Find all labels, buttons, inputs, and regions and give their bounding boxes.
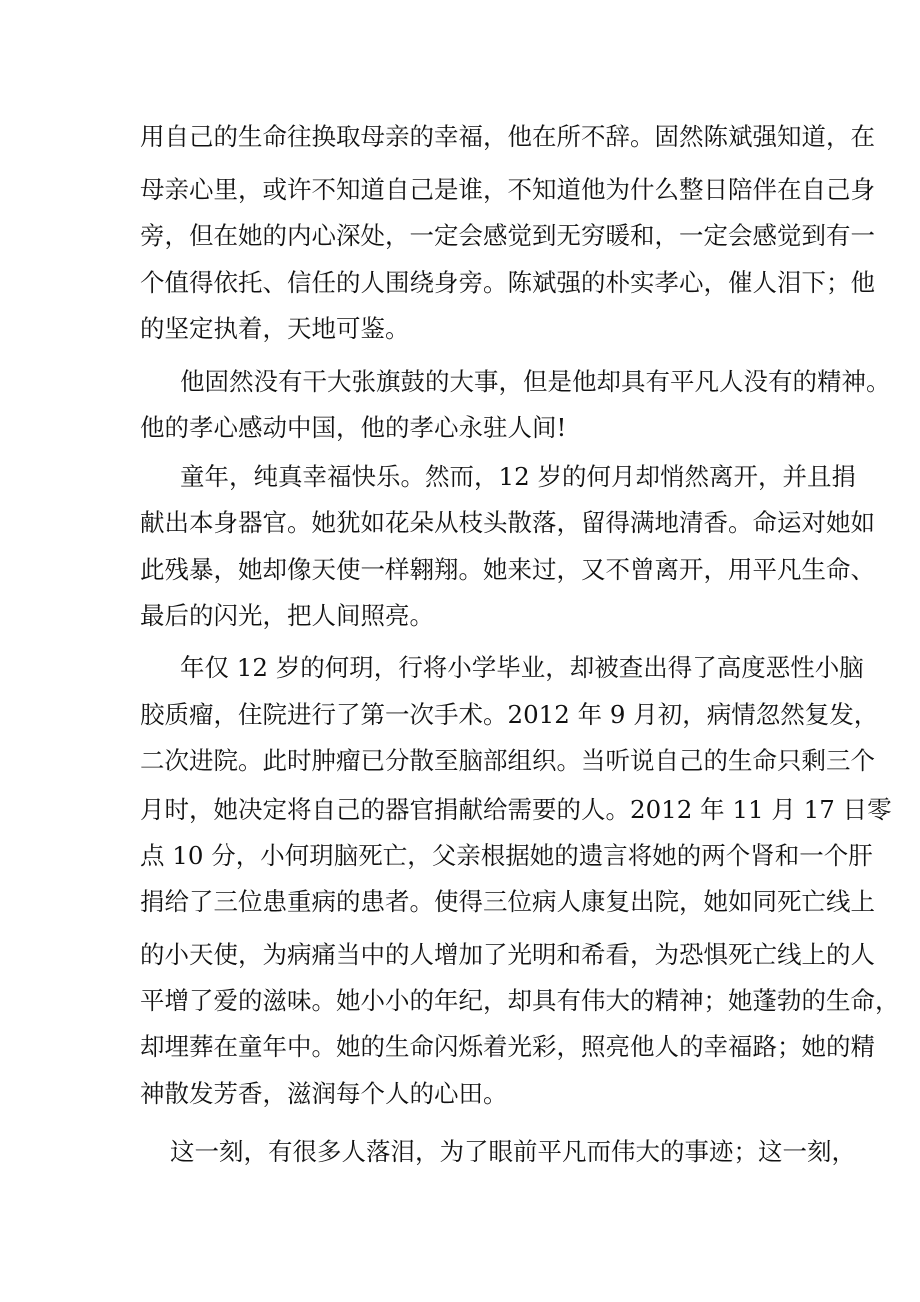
text-line-16: 点 10 分，小何玥脑死亡，父亲根据她的遗言将她的两个肾和一个肝	[140, 841, 873, 870]
text-line-18: 的小天使，为病痛当中的人增加了光明和希看，为恐惧死亡线上的人	[140, 940, 875, 969]
text-line-10: 此残暴，她却像天使一样翱翔。她来过，又不曾离开，用平凡生命、	[140, 555, 875, 584]
text-line-17: 捐给了三位患重病的患者。使得三位病人康复出院，她如同死亡线上	[140, 887, 875, 916]
text-line-6: 他固然没有干大张旗鼓的大事，但是他却具有平凡人没有的精神。	[180, 367, 891, 396]
text-line-14: 二次进院。此时肿瘤已分散至脑部组织。当听说自己的生命只剩三个	[140, 746, 875, 775]
text-line-8: 童年，纯真幸福快乐。然而，12 岁的何月却悄然离开，并且捐	[180, 462, 856, 491]
text-line-5: 的坚定执着，天地可鉴。	[140, 314, 410, 343]
text-line-21: 神散发芳香，滋润每个人的心田。	[140, 1079, 508, 1108]
text-line-22: 这一刻，有很多人落泪，为了眼前平凡而伟大的事迹；这一刻，	[170, 1137, 856, 1166]
text-line-2: 母亲心里，或许不知道自己是谁，不知道他为什么整日陪伴在自己身	[140, 175, 875, 204]
text-line-15: 月时，她决定将自己的器官捐献给需要的人。2012 年 11 月 17 日零	[140, 795, 892, 824]
text-line-4: 个值得依托、信任的人围绕身旁。陈斌强的朴实孝心，催人泪下；他	[140, 268, 875, 297]
text-line-7: 他的孝心感动中国，他的孝心永驻人间!	[140, 413, 567, 442]
text-line-3: 旁，但在她的内心深处，一定会感觉到无穷暖和，一定会感觉到有一	[140, 221, 875, 250]
text-line-20: 却埋葬在童年中。她的生命闪烁着光彩，照亮他人的幸福路；她的精	[140, 1032, 875, 1061]
text-line-12: 年仅 12 岁的何玥，行将小学毕业，却被查出得了高度恶性小脑	[180, 653, 864, 682]
text-line-1: 用自己的生命往换取母亲的幸福，他在所不辞。固然陈斌强知道，在	[140, 122, 875, 151]
text-line-13: 胶质瘤，住院进行了第一次手术。2012 年 9 月初，病情忽然复发，	[140, 700, 879, 729]
text-line-11: 最后的闪光，把人间照亮。	[140, 601, 434, 630]
text-line-19: 平增了爱的滋味。她小小的年纪，却具有伟大的精神；她蓬勃的生命，	[140, 986, 900, 1015]
text-line-9: 献出本身器官。她犹如花朵从枝头散落，留得满地清香。命运对她如	[140, 508, 875, 537]
